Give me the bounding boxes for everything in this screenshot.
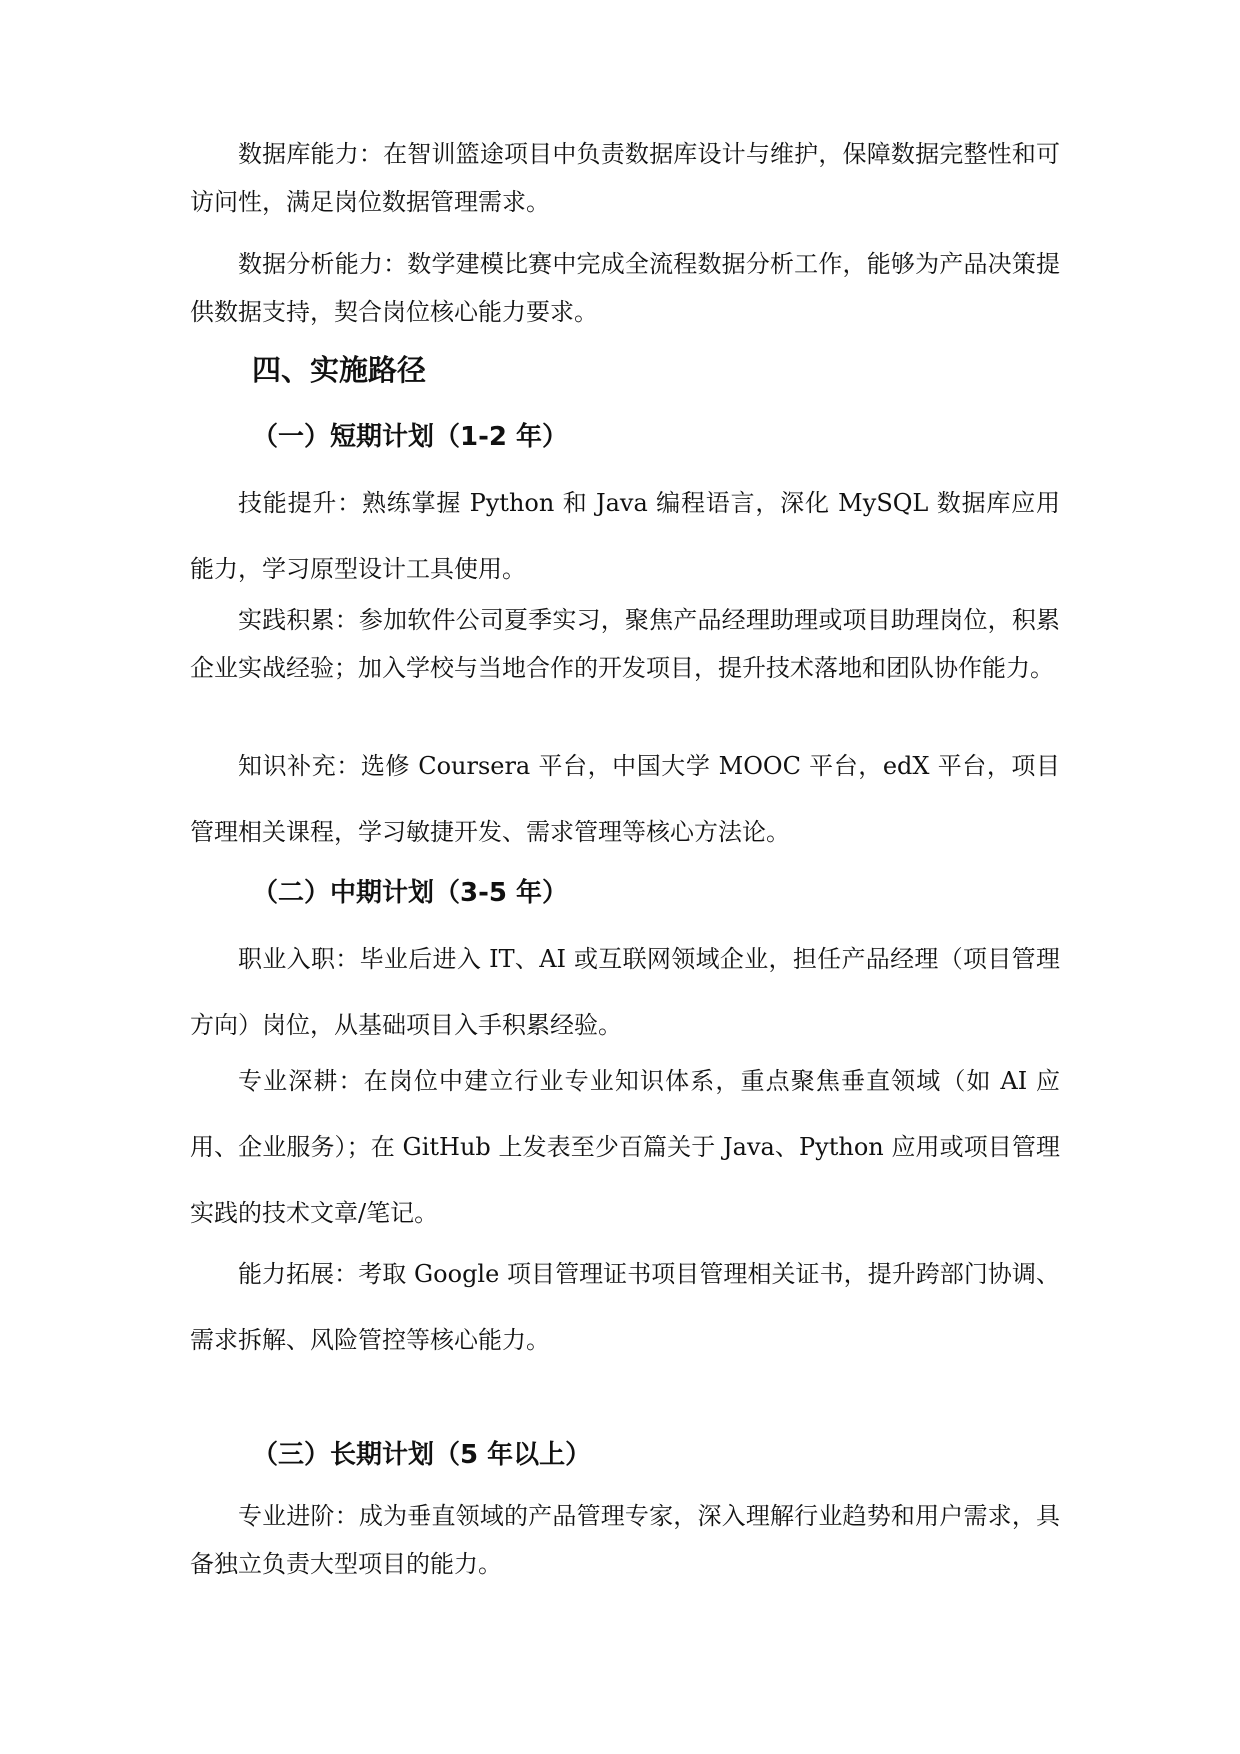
database-ability-paragraph: 数据库能力：在智训篮途项目中负责数据库设计与维护，保障数据完整性和可访问性，满足岗位数据管理需求。: [190, 140, 1060, 216]
ability-expansion-paragraph: 能力拓展：考取 Google 项目管理证书项目管理相关证书，提升跨部门协调、需求拆解、风险管控等核心能力。: [190, 1260, 1060, 1354]
skills-improvement-paragraph: 技能提升：熟练掌握 Python 和 Java 编程语言，深化 MySQL 数据库应用能力，学习原型设计工具使用。: [190, 489, 1060, 583]
short-term-plan-heading: （一）短期计划（1-2 年）: [252, 422, 569, 452]
professional-deepening-paragraph: 专业深耕：在岗位中建立行业专业知识体系，重点聚焦垂直领域（如 AI 应用、企业服务）；在 GitHub 上发表至少百篇关于 Java、Python 应用或项目管理实践的技术文章/笔记。: [190, 1067, 1060, 1227]
long-term-plan-heading: （三）长期计划（5 年以上）: [252, 1440, 592, 1470]
data-analysis-ability-paragraph: 数据分析能力：数学建模比赛中完成全流程数据分析工作，能够为产品决策提供数据支持，契合岗位核心能力要求。: [190, 250, 1060, 326]
mid-term-plan-heading: （二）中期计划（3-5 年）: [252, 878, 569, 908]
knowledge-supplement-paragraph: 知识补充：选修 Coursera 平台，中国大学 MOOC 平台，edX 平台，项目管理相关课程，学习敏捷开发、需求管理等核心方法论。: [190, 752, 1060, 846]
section-4-heading: 四、实施路径: [252, 353, 427, 387]
practice-accumulation-paragraph: 实践积累：参加软件公司夏季实习，聚焦产品经理助理或项目助理岗位，积累企业实战经验；加入学校与当地合作的开发项目，提升技术落地和团队协作能力。: [190, 606, 1060, 682]
professional-advancement-paragraph: 专业进阶：成为垂直领域的产品管理专家，深入理解行业趋势和用户需求，具备独立负责大型项目的能力。: [190, 1502, 1060, 1578]
career-entry-paragraph: 职业入职：毕业后进入 IT、AI 或互联网领域企业，担任产品经理（项目管理方向）岗位，从基础项目入手积累经验。: [190, 945, 1060, 1039]
